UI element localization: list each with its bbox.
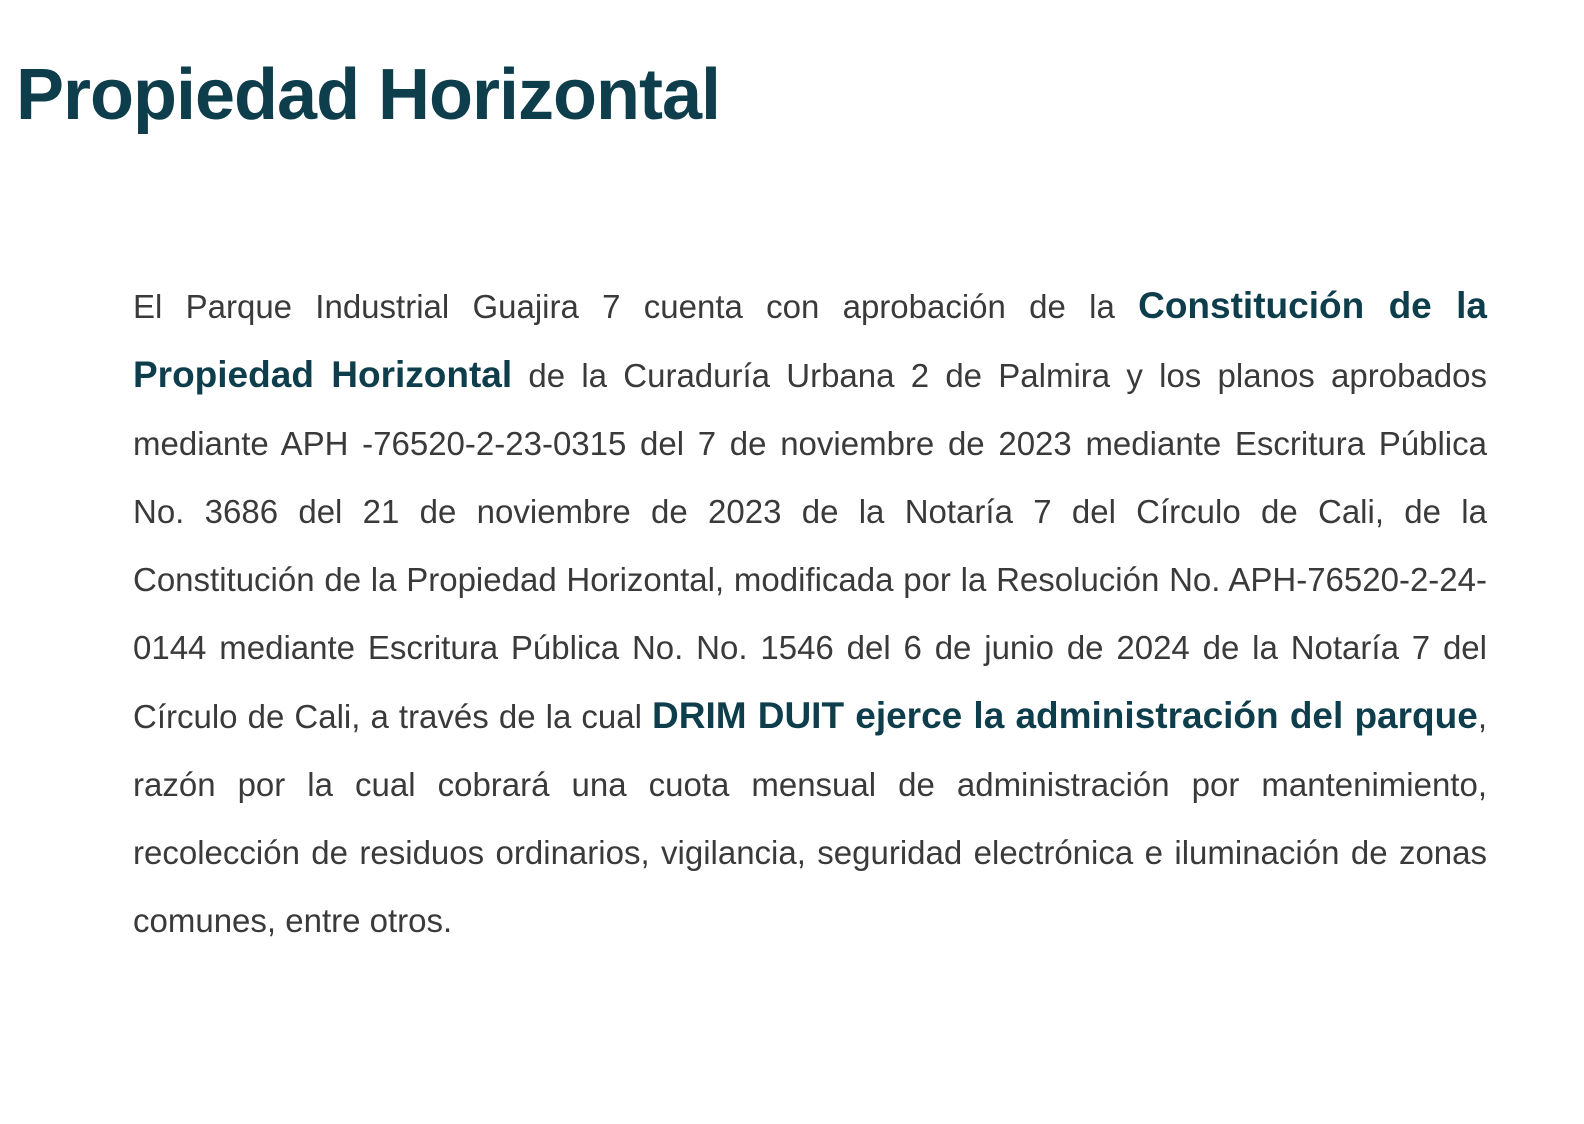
paragraph-text-details: de la Curaduría Urbana 2 de Palmira y los planos aprobados mediante APH -76520-2-23-0315 del 7 de noviembre de 2023 mediante Escritura Pública No. 3686 del 21 de noviembre de 2023 de la Notaría 7 del Círculo de Cali, de la Constitución de la Propiedad Horizontal, modificada por la Resolución No. APH-76520-2-24-0144 mediante Escritura Pública No. No. 1546 del 6 de junio de 2024 de la Notaría 7 del Círculo de Cali, a través de la cual bbox=[133, 357, 1487, 735]
highlight-constitucion: Constitución de la Propiedad Horizontal bbox=[133, 285, 1487, 395]
paragraph-text-closing: , razón por la cual cobrará una cuota mensual de administración por mantenimiento, recolección de residuos ordinarios, vigilancia, seguridad electrónica e iluminación de zonas comunes, entre otros. bbox=[133, 698, 1487, 939]
paragraph-text-intro: El Parque Industrial Guajira 7 cuenta con aprobación de la bbox=[133, 288, 1139, 325]
highlight-administracion: DRIM DUIT ejerce la administración del parque bbox=[652, 695, 1478, 736]
page-title: Propiedad Horizontal bbox=[16, 55, 721, 135]
body-paragraph bbox=[133, 272, 1487, 955]
